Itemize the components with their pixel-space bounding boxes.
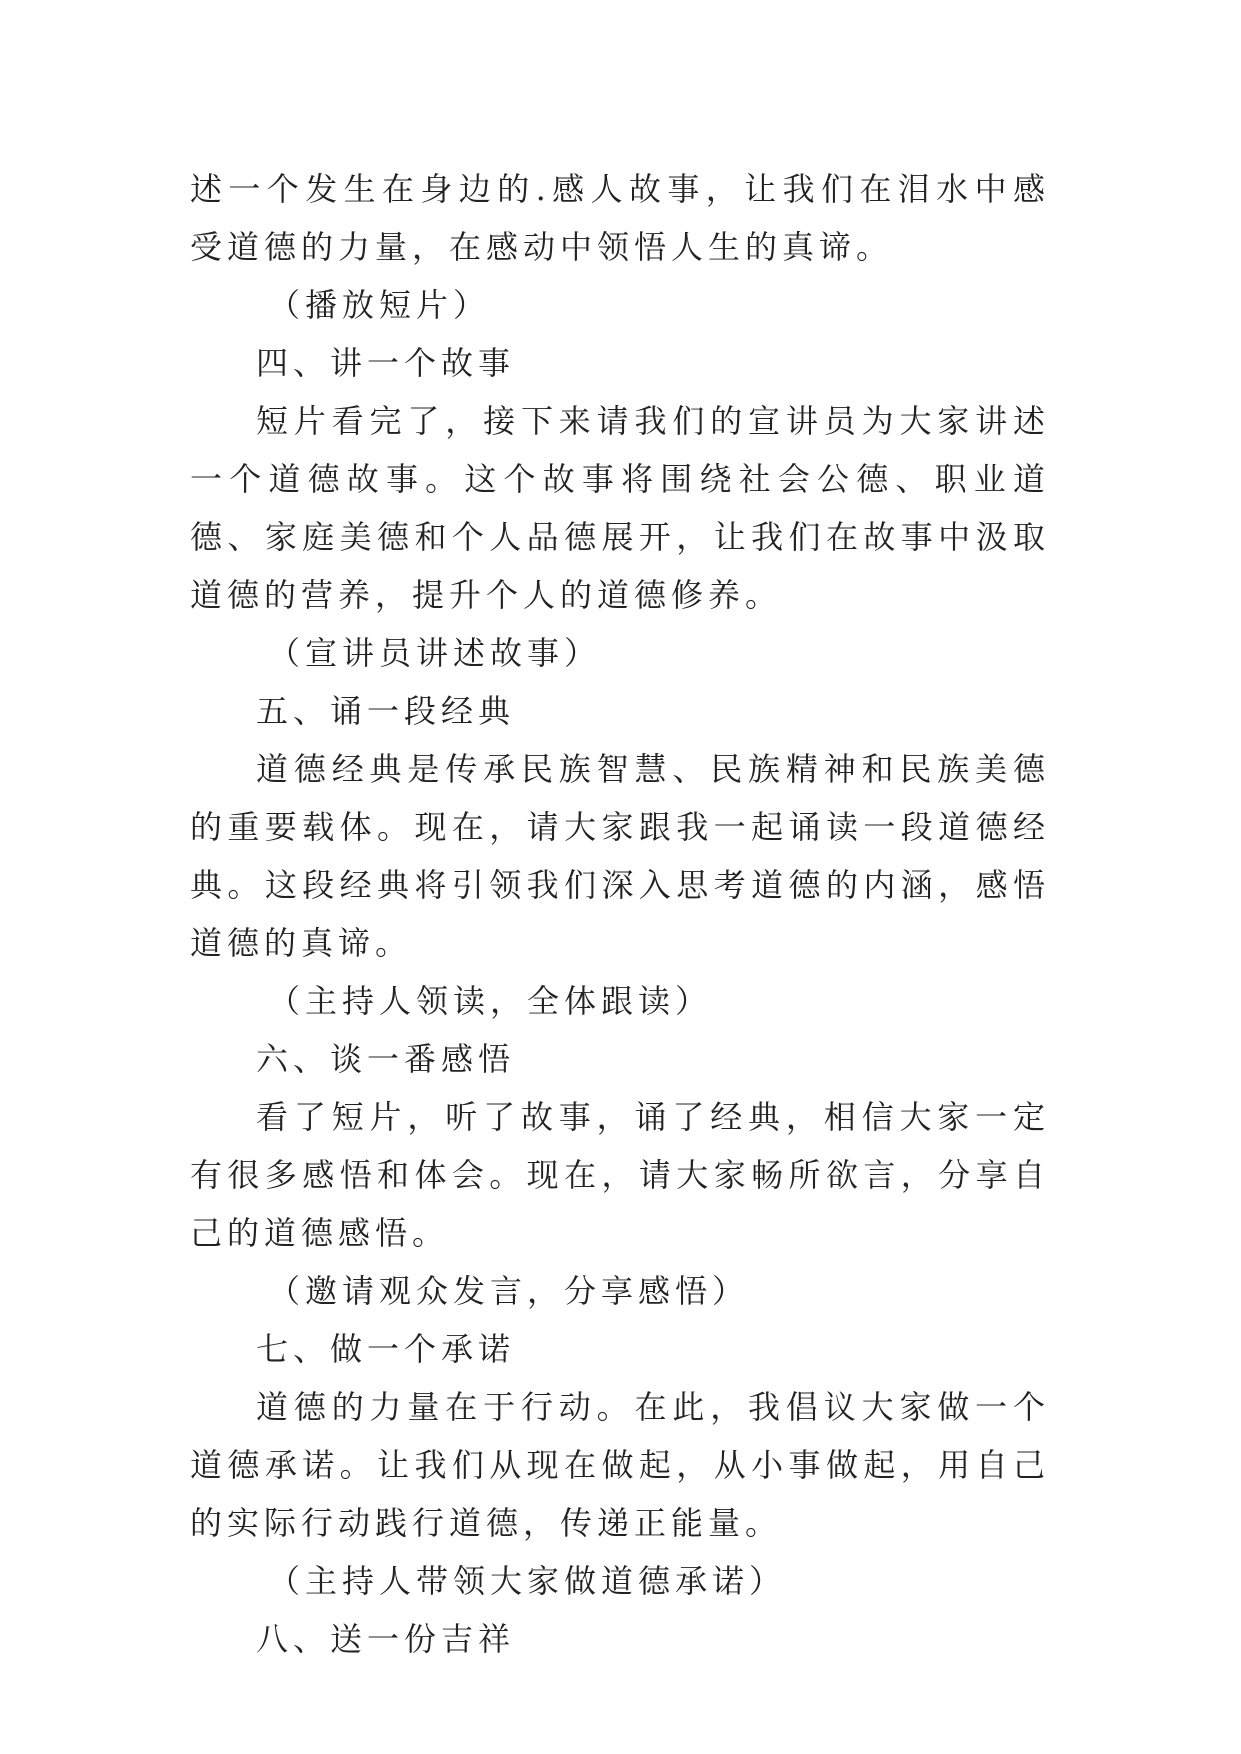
section-heading: 四、讲一个故事 <box>256 344 516 382</box>
section-heading: 八、送一份吉祥 <box>256 1620 516 1658</box>
stage-note: （主持人带领大家做道德承诺） <box>268 1562 787 1600</box>
paragraph: 道德的力量在于行动。在此，我倡议大家做一个道德承诺。让我们从现在做起，从小事做起，用自己的实际行动践行道德，传递正能量。 <box>190 1388 1050 1542</box>
stage-note: （主持人领读，全体跟读） <box>268 982 713 1020</box>
stage-note: （宣讲员讲述故事） <box>268 634 602 672</box>
stage-note: （播放短片） <box>268 286 491 324</box>
section-heading: 五、诵一段经典 <box>256 692 516 730</box>
section-heading: 七、做一个承诺 <box>256 1330 516 1368</box>
stage-note: （邀请观众发言，分享感悟） <box>268 1272 750 1310</box>
paragraph: 道德经典是传承民族智慧、民族精神和民族美德的重要载体。现在，请大家跟我一起诵读一段道德经典。这段经典将引领我们深入思考道德的内涵，感悟道德的真谛。 <box>190 750 1050 962</box>
paragraph: 看了短片，听了故事，诵了经典，相信大家一定有很多感悟和体会。现在，请大家畅所欲言，分享自己的道德感悟。 <box>190 1098 1050 1252</box>
paragraph-continued: 述一个发生在身边的.感人故事，让我们在泪水中感受道德的力量，在感动中领悟人生的真谛。 <box>190 170 1050 266</box>
section-heading: 六、谈一番感悟 <box>256 1040 516 1078</box>
paragraph: 短片看完了，接下来请我们的宣讲员为大家讲述一个道德故事。这个故事将围绕社会公德、职业道德、家庭美德和个人品德展开，让我们在故事中汲取道德的营养，提升个人的道德修养。 <box>190 402 1050 614</box>
document-body <box>190 160 1050 1668</box>
